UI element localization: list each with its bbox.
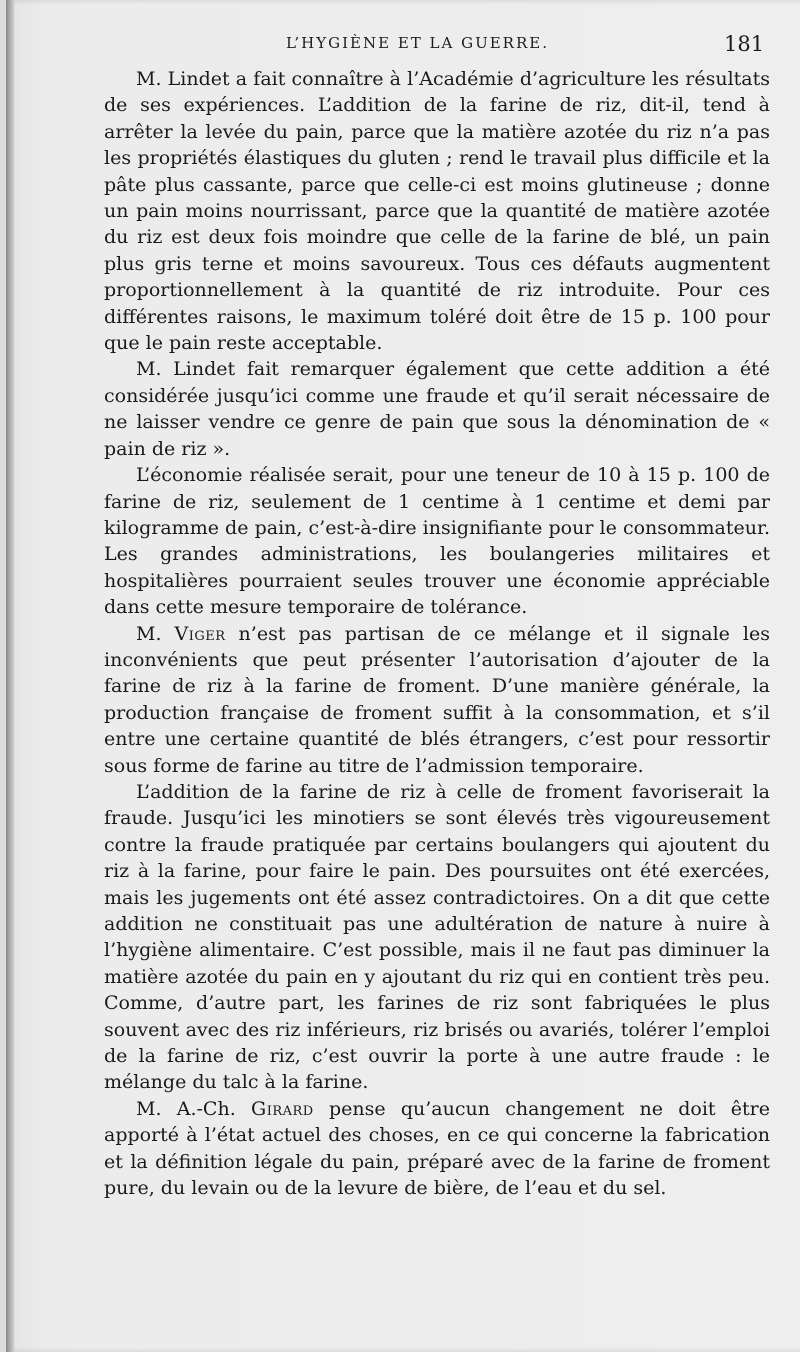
paragraph xyxy=(104,621,770,779)
speaker-prefix: M. A.-Ch. xyxy=(136,1097,252,1120)
paragraph-text: pense qu’aucun changement ne doit être apporté à l’état actuel des choses, en ce qui concerne la fabrication et la définition légale du pain, préparé avec de la farine de froment pure, du levain ou de la levure de bière, de l’eau et du sel. xyxy=(104,1097,770,1200)
paragraph-text: n’est pas partisan de ce mélange et il signale les inconvénients que peut présenter l’autorisation d’ajouter de la farine de riz à la farine de froment. D’une manière générale, la production française de froment suffit à la consommation, et s’il entre une certaine quantité de blés étrangers, c’est pour ressortir sous forme de farine au titre de l’admission temporaire. xyxy=(104,622,770,777)
speaker-prefix: M. xyxy=(136,622,175,645)
body-text xyxy=(104,66,770,1201)
paragraph xyxy=(104,66,770,356)
paragraph-text: L’économie réalisée serait, pour une teneur de 10 à 15 p. 100 de farine de riz, seulement de 1 centime à 1 centime et demi par kilogramme de pain, c’est-à-dire insignifiante pour le consommateur. Les grandes administrations, les boulangeries militaires et hospitalières pourraient seules trouver une économie appréciable dans cette mesure temporaire de tolérance. xyxy=(104,464,770,619)
running-header xyxy=(6,30,800,60)
running-title: L’HYGIÈNE ET LA GUERRE. xyxy=(286,34,549,52)
paragraph xyxy=(104,1096,770,1202)
speaker-name: Girard xyxy=(251,1097,314,1120)
page-gutter xyxy=(6,0,14,1352)
paragraph xyxy=(104,356,770,462)
speaker-name: Viger xyxy=(174,622,226,645)
book-page xyxy=(6,0,800,1352)
page-number: 181 xyxy=(724,32,765,56)
paragraph-text: M. Lindet fait remarquer également que cette addition a été considérée jusqu’ici comme une fraude et qu’il serait nécessaire de ne laisser vendre ce genre de pain que sous la dénomination de « pain de riz ». xyxy=(104,358,770,460)
paragraph-text: L’addition de la farine de riz à celle de froment favoriserait la fraude. Jusqu’ici les minotiers se sont élevés très vigoureusement contre la fraude pratiquée par certains boulangers qui ajoutent du riz à la farine, pour faire le pain. Des poursuites ont été exercées, mais les jugements ont été assez contradictoires. On a dit que cette addition ne constituait pas une adultération de nature à nuire à l’hygiène alimentaire. C’est possible, mais il ne faut pas diminuer la matière azotée du pain en y ajoutant du riz qui en contient très peu. Comme, d’autre part, les farines de riz sont fabriquées le plus souvent avec des riz inférieurs, riz brisés ou avariés, tolérer l’emploi de la farine de riz, c’est ouvrir la porte à une autre fraude : le mélange du talc à la farine. xyxy=(104,780,770,1094)
paragraph xyxy=(104,462,770,620)
paragraph-text: M. Lindet a fait connaître à l’Académie d’agriculture les résultats de ses expériences. L’addition de la farine de riz, dit-il, tend à arrêter la levée du pain, parce que la matière azotée du riz n’a pas les propriétés élastiques du gluten ; rend le travail plus difficile et la pâte plus cassante, parce que celle-ci est moins glutineuse ; donne un pain moins nourrissant, parce que la quantité de matière azotée du riz est deux fois moindre que celle de la farine de blé, un pain plus gris terne et moins savoureux. Tous ces défauts augmentent proportionnellement à la quantité de riz introduite. Pour ces différentes raisons, le maximum toléré doit être de 15 p. 100 pour que le pain reste acceptable. xyxy=(104,68,770,355)
paragraph xyxy=(104,779,770,1096)
